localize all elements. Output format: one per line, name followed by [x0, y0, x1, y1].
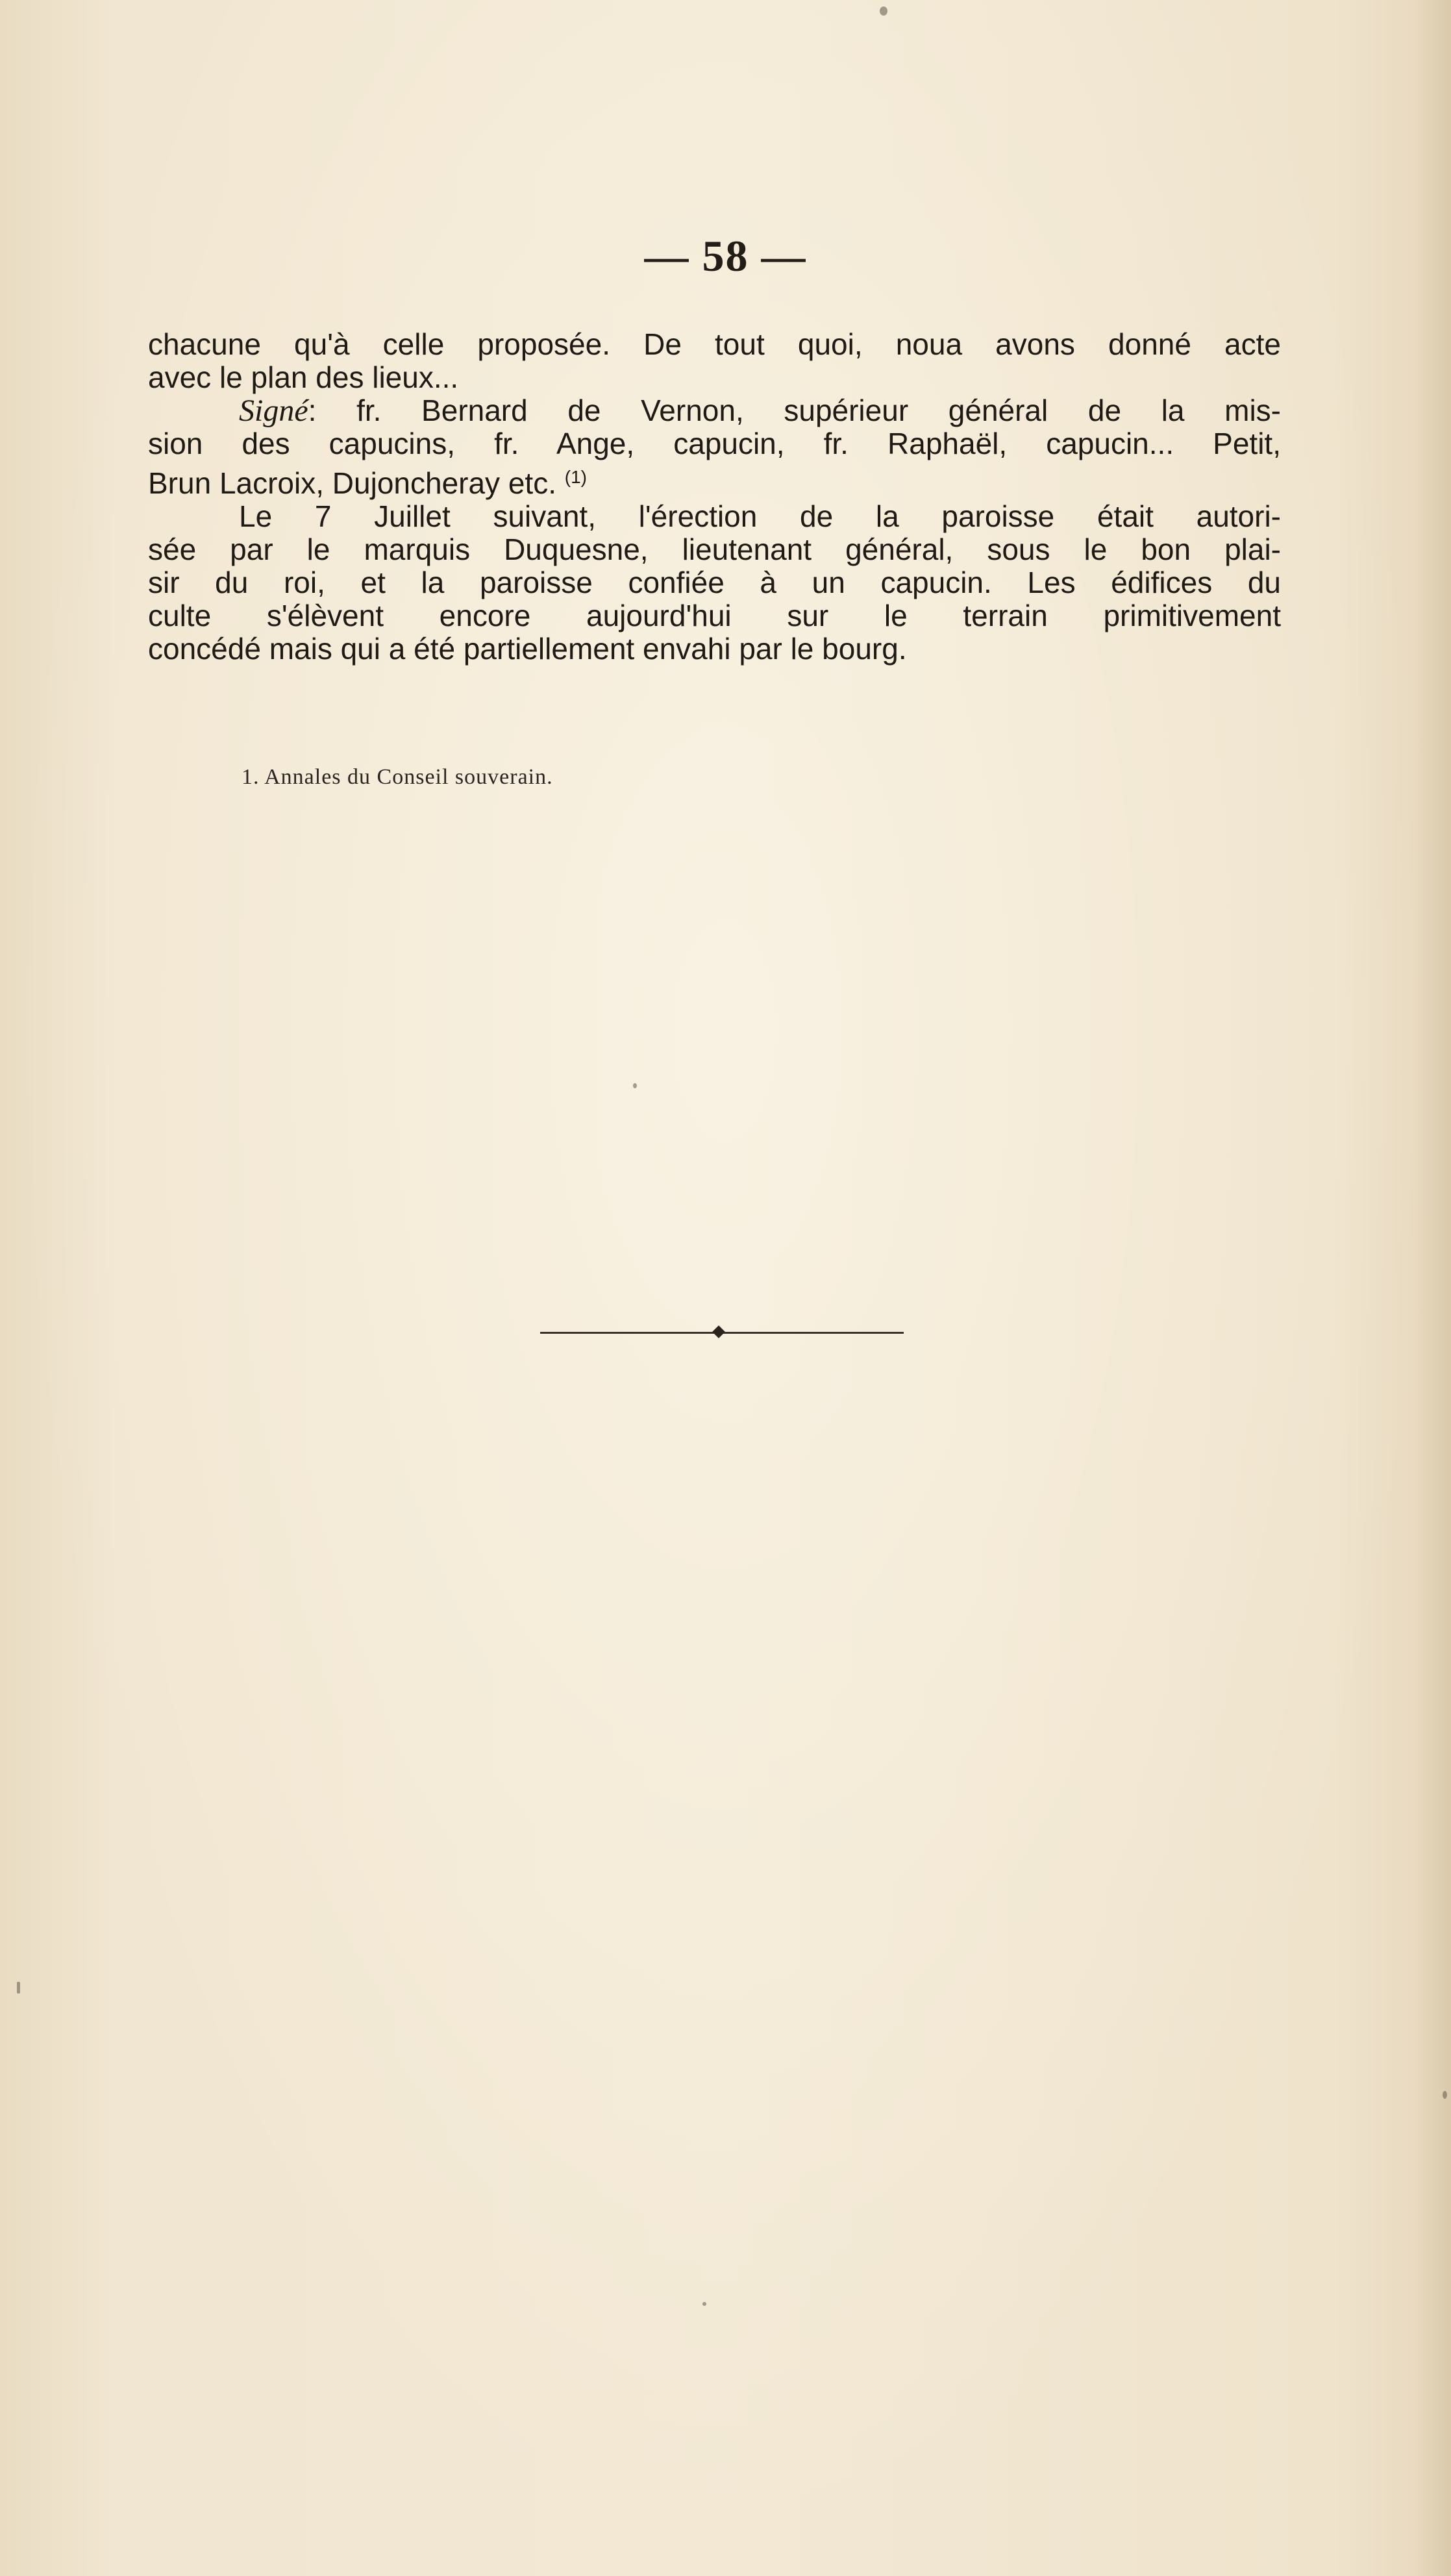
- text-line: chacune qu'à celle proposée. De tout quoi, noua avons donné acte: [148, 328, 1281, 361]
- main-text-block: [148, 328, 1281, 666]
- divider-ornament-icon: [712, 1325, 725, 1338]
- text-line: Le 7 Juillet suivant, l'érection de la paroisse était autori-: [239, 500, 1281, 533]
- text-line: avec le plan des lieux...: [148, 361, 459, 394]
- text-line: sion des capucins, fr. Ange, capucin, fr. Raphaël, capucin... Petit,: [148, 427, 1281, 460]
- text-line-signature: [148, 394, 1281, 427]
- text-line-with-note: [148, 460, 1281, 500]
- paper-speck: [17, 1982, 20, 1994]
- signed-label: Signé: [239, 394, 308, 427]
- signature-text: : fr. Bernard de Vernon, supérieur général de la mis-: [308, 394, 1281, 427]
- paper-speck: [633, 1083, 637, 1088]
- text-line: culte s'élèvent encore aujourd'hui sur le terrain primitivement: [148, 599, 1281, 632]
- text-line: concédé mais qui a été partiellement envahi par le bourg.: [148, 632, 907, 666]
- text-line: sée par le marquis Duquesne, lieutenant général, sous le bon plai-: [148, 533, 1281, 566]
- footnote-marker: (1): [564, 467, 587, 487]
- footnote: 1. Annales du Conseil souverain.: [242, 765, 553, 789]
- page-number: — 58 —: [644, 231, 807, 281]
- page-edge-shadow: [1412, 0, 1451, 2576]
- paper-speck: [702, 2302, 706, 2306]
- names-text: Brun Lacroix, Dujoncheray etc.: [148, 466, 556, 500]
- paper-speck: [1443, 2091, 1447, 2099]
- paper-speck: [880, 6, 887, 16]
- text-line: sir du roi, et la paroisse confiée à un capucin. Les édifices du: [148, 566, 1281, 599]
